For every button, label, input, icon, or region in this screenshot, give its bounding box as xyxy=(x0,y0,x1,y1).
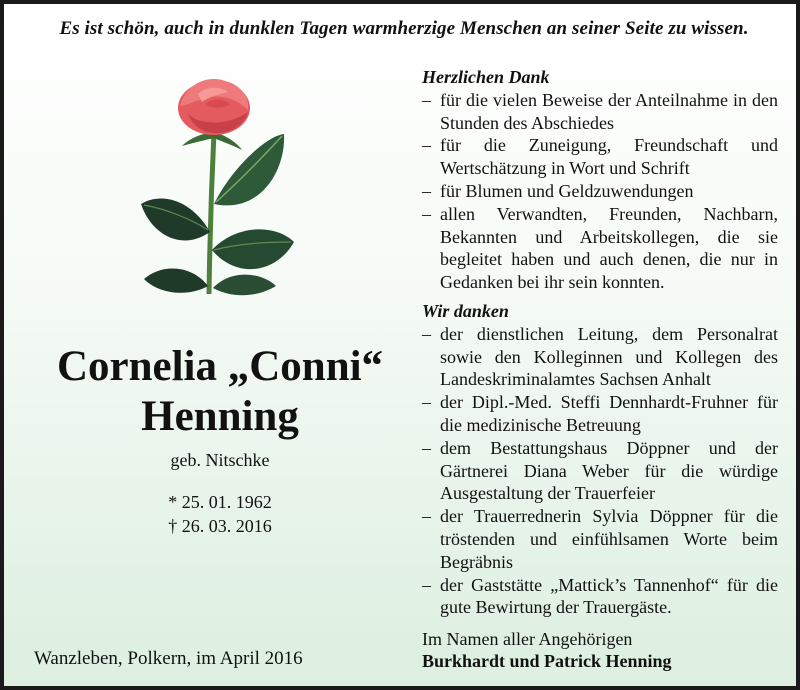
death-date: † 26. 03. 2016 xyxy=(168,516,272,536)
dash: – xyxy=(422,574,431,595)
dash: – xyxy=(422,323,431,344)
list-item: – der dienstlichen Leitung, dem Personalrat sowie den Kolleginnen und Kollegen des Landeskriminalamtes Sachsen Anhalt xyxy=(422,323,778,390)
dash: – xyxy=(422,392,431,413)
we-thank-list xyxy=(422,323,778,619)
deceased-name xyxy=(4,342,436,442)
place-and-date: Wanzleben, Polkern, im April 2016 xyxy=(34,648,303,669)
list-item: – dem Bestattungshaus Döppner und der Gärtnerei Diana Weber für die würdige Ausgestaltung der Trauerfeier xyxy=(422,437,778,504)
rose-image xyxy=(136,74,301,299)
list-item: – der Gaststätte „Mattick’s Tannenhof“ für die gute Bewirtung der Trauergäste. xyxy=(422,574,778,618)
life-dates xyxy=(4,490,436,538)
motto: Es ist schön, auch in dunklen Tagen warmherzige Menschen an seiner Seite zu wissen. xyxy=(59,18,749,39)
dash: – xyxy=(422,506,431,527)
dash: – xyxy=(422,203,431,224)
maiden-name: geb. Nitschke xyxy=(170,450,270,470)
list-item: – der Trauerrednerin Sylvia Döppner für die tröstenden und einfühlsamen Worte beim Begräbnis xyxy=(422,506,778,572)
name-line-2: Henning xyxy=(141,393,299,440)
thanks-column xyxy=(422,66,778,619)
list-item: – der Dipl.-Med. Steffi Dennhardt-Fruhner für die medizinische Betreuung xyxy=(422,392,778,435)
signature-block xyxy=(422,628,672,672)
dash: – xyxy=(422,135,431,156)
list-item: – für die Zuneigung, Freundschaft und Wertschätzung in Wort und Schrift xyxy=(422,135,778,179)
birth-date: * 25. 01. 1962 xyxy=(168,492,272,512)
list-item: – allen Verwandten, Freunden, Nachbarn, Bekannten und Arbeitskollegen, die sie begleitet haben und auch denen, die nur in Gedanken bei ihr sein konnten. xyxy=(422,203,778,293)
dash: – xyxy=(422,89,431,110)
thanks-list xyxy=(422,89,778,294)
we-thank-title: Wir danken xyxy=(422,300,509,321)
list-item: – für die vielen Beweise der Anteilnahme in den Stunden des Abschiedes xyxy=(422,89,778,133)
dash: – xyxy=(422,437,431,458)
dash: – xyxy=(422,180,431,201)
name-line-1: Cornelia „Conni“ xyxy=(56,343,384,390)
thanks-title: Herzlichen Dank xyxy=(422,67,550,87)
signature-names: Burkhardt und Patrick Henning xyxy=(422,651,672,671)
signature-intro: Im Namen aller Angehörigen xyxy=(422,629,633,649)
list-item: – für Blumen und Geldzuwendungen xyxy=(422,180,694,201)
